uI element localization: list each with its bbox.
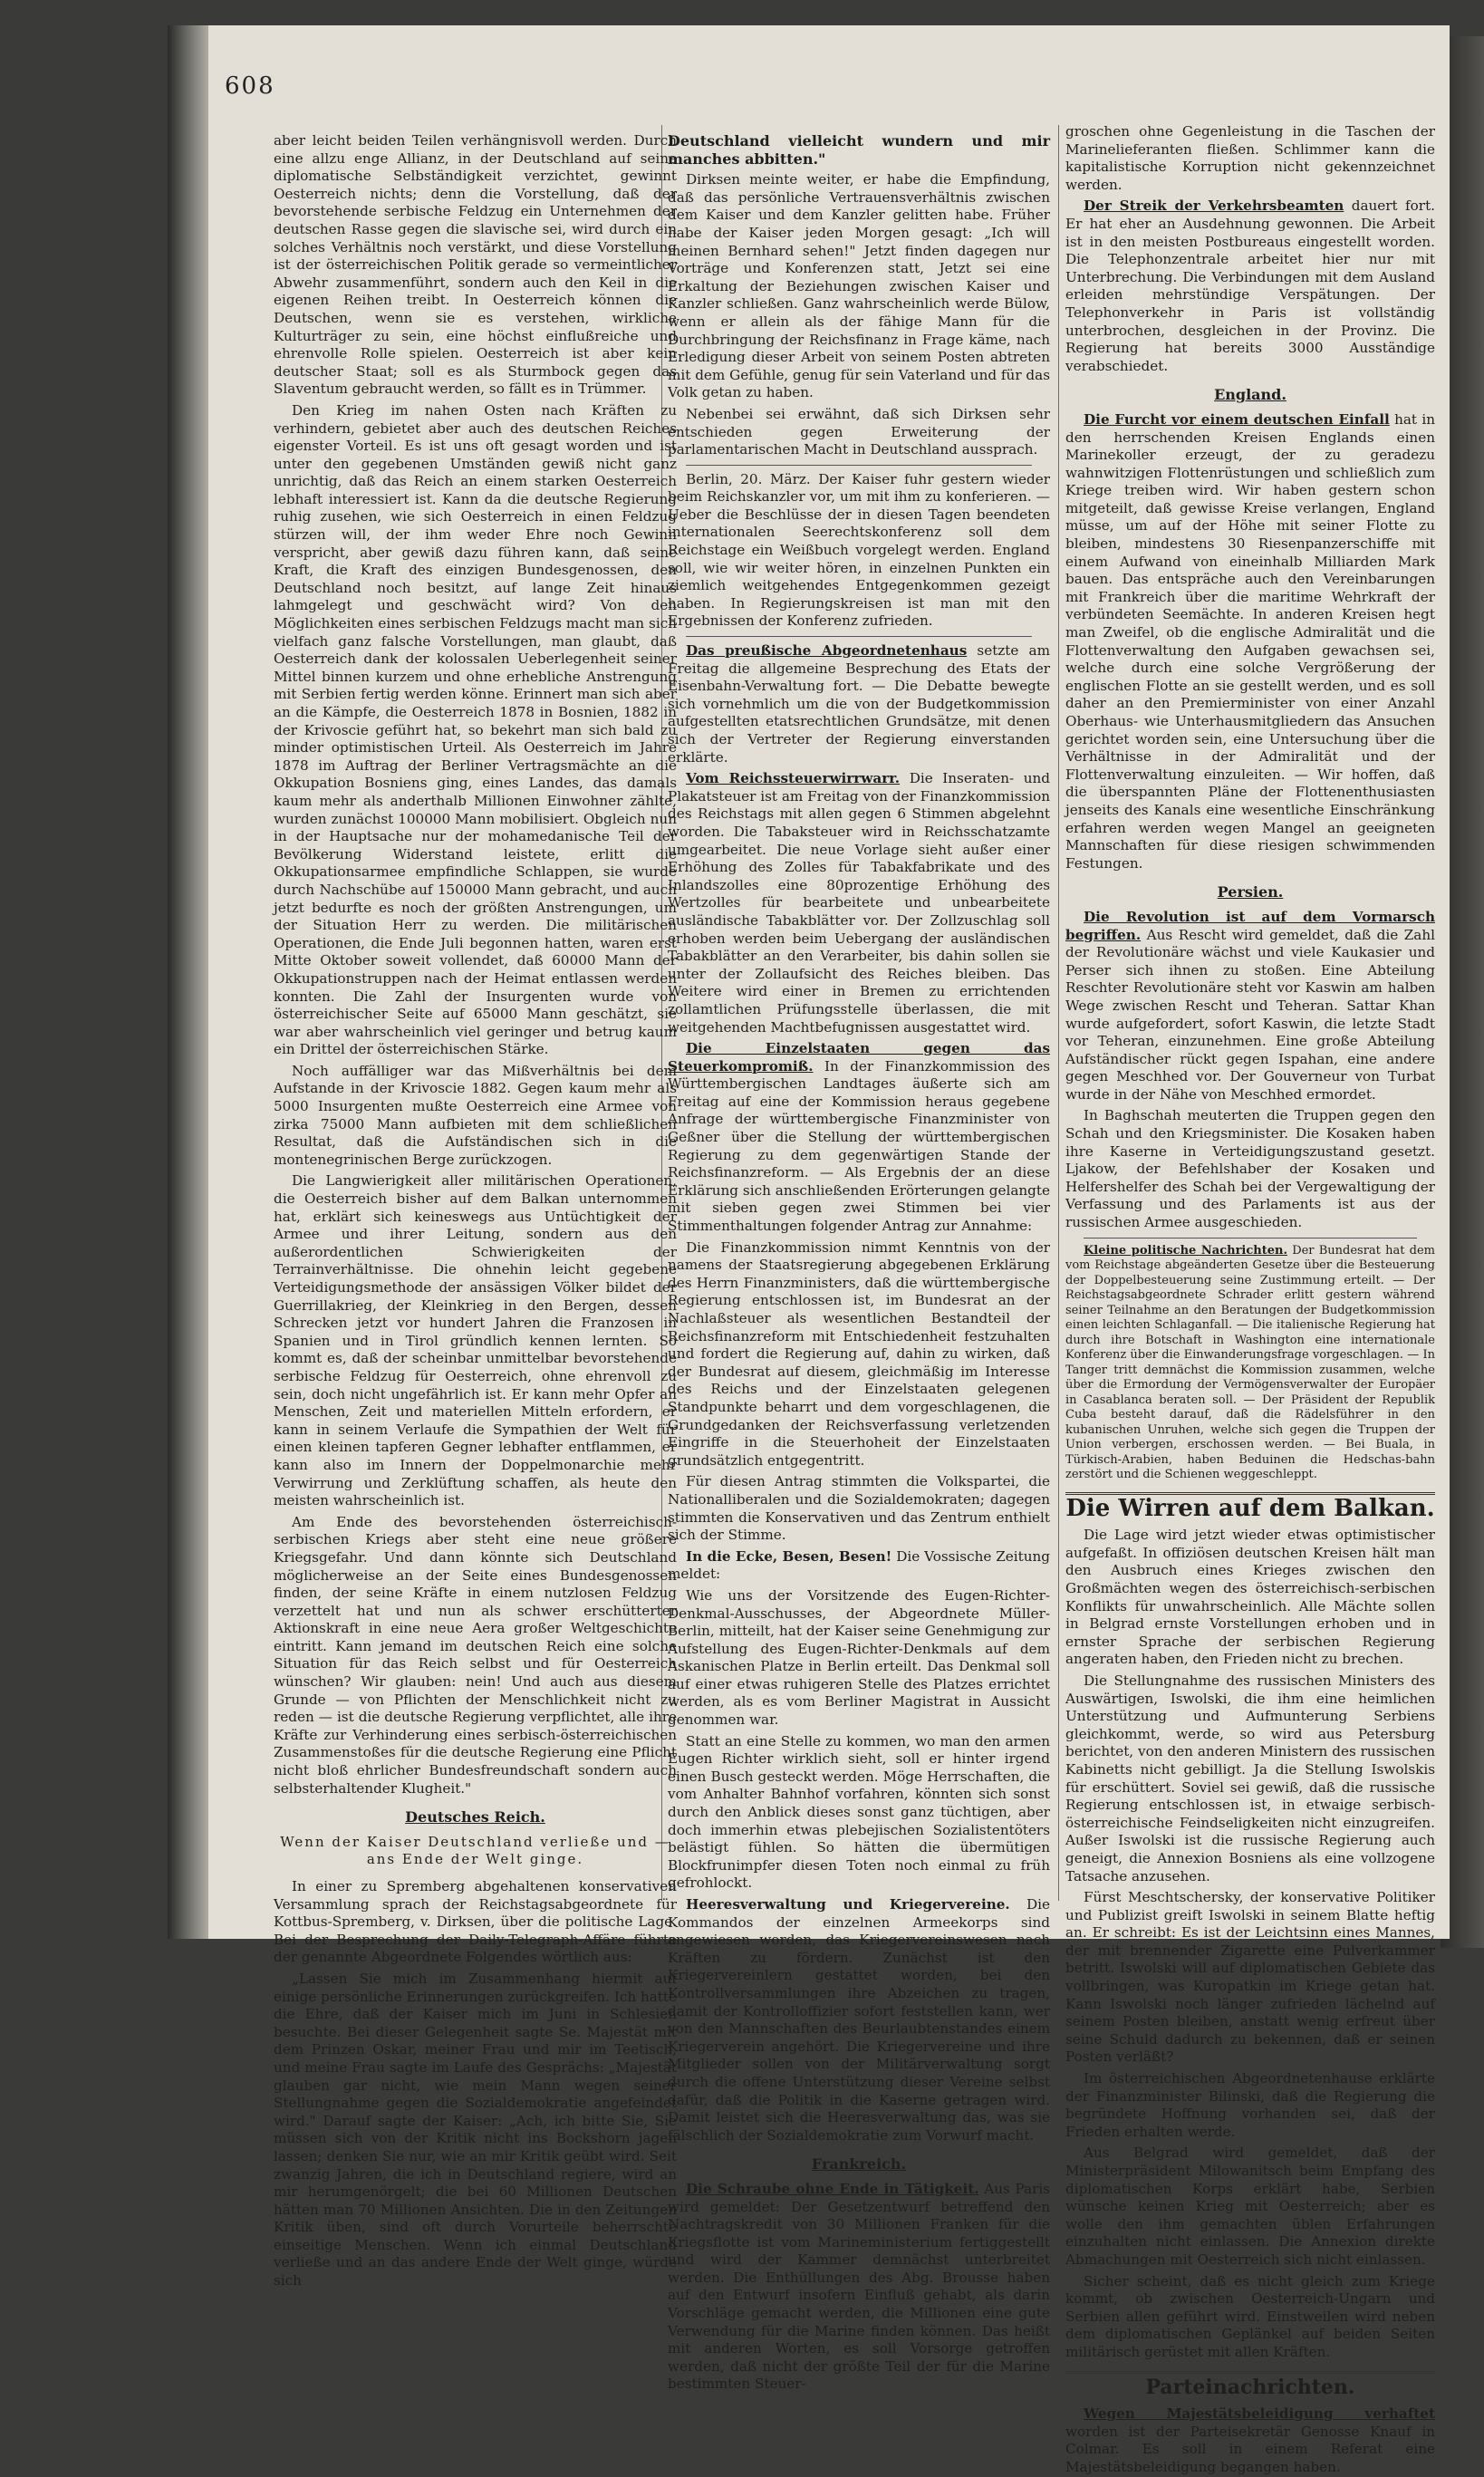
article-heading: Der Streik der Verkehrsbeamten [1084,198,1344,215]
paragraph: In der Finanzkommission des Württembergischen Landtages äußerte sich am Freitag auf eine der Kommission heraus gegebene Anfrage der württembergische Finanzminister von Geßner über die Stellung der württembergischen Regierung zu dem gegenwärtigen Stande der Reichsfinanzreform. — Als Ergebnis der an diese Erklärung sich anschließenden Erörterungen gelangte mit sieben gegen zwei Stimmen bei vier Stimmenthaltungen folgender Antrag zur Annahme: [668,1057,1050,1235]
paragraph: Aus Belgrad wird gemeldet, daß der Ministerpräsident Milowanitsch beim Empfang des diplomatischen Korps erklärt habe, Serbien wünsche keinen Krieg mit Oesterreich; aber es wolle den ihm gemachten üblen Erfahrungen einzuhalten nicht einlassen. Die Annexion direkte Abmachungen mit Oesterreich sich nicht einlassen. [1065,2144,1435,2268]
paragraph: Die Finanzkommission nimmt Kenntnis von der namens der Staatsregierung abgegebenen Erklärung des Herrn Finanzministers, daß die württembergische Regierung entschlossen ist, im Bundesrat an der Nachlaßsteuer als wesentlichen Bestandteil der Reichsfinanzreform mit Entschiedenheit festzuhalten und fordert die Regierung auf, dahin zu wirken, daß der Bundesrat auf diesem, gleichmäßig im Interesse des Reichs und der Einzelstaaten gelegenen Standpunkte beharrt und dem vorgeschlagenen, die Grundgedanken der Reichsverfassung verletzenden Eingriffe in die Steuerhoheit der Einzelstaaten grundsätzlich entgegentritt. [668,1238,1050,1469]
article-heading: Heeresverwaltung und Kriegervereine. [686,1896,1010,1913]
paragraph: Wie uns der Vorsitzende des Eugen-Richter-Denkmal-Ausschusses, der Abgeordnete Müller-Berlin, mitteilt, hat der Kaiser seine Genehmigung zur Aufstellung des Eugen-Richter-Denkmals auf dem Askanischen Platze in Berlin erteilt. Das Denkmal soll auf einer etwas ruhigeren Stelle des Platzes errichtet werden, als es vom Berliner Magistrat in Aussicht genommen war. [668,1586,1050,1729]
paragraph: „Lassen Sie mich im Zusammenhang hiermit auf einige persönliche Erinnerungen zurückgreifen. Ich hatte die Ehre, daß der Kaiser mich im Juni in Schlesien besuchte. Bei dieser Gelegenheit sagte Se. Majestät mit dem Prinzen Oskar, meiner Frau und mir im Teetisch, und meine Frau sagte im Laufe des Gesprächs: „Majestät glauben gar nicht, wie mein Mann wegen seiner Stellungnahme gegen die Sozialdemokratie angefeindet wird." Darauf sagte der Kaiser: „Ach, ich bitte Sie, Sie müssen sich von der Kritik nicht ins Bockshorn jagen lassen; denken Sie nur, wie an mir Kritik geübt wird. Seit zwanzig Jahren, die ich in Deutschland regiere, wird an mir herumgenörgelt; die bei 60 Millionen Deutschen hätten man 70 Millionen Ansichten. Die in den Zeitungen Kritik üben, sind oft durch Vorurteile beherrschte einseitige Menschen. Wenn ich einmal Deutschland verließe und an das andere Ende der Welt ginge, würde sich [274,1970,677,2289]
paragraph: Die Langwierigkeit aller militärischen Operationen, die Oesterreich bisher auf dem Balkan unternommen hat, erklärt sich keineswegs aus Untüchtigkeit der Armee und ihrer Leitung, sondern aus den außerordentlichen Schwierigkeiten der Terrainverhältnisse. Die ohnehin leicht gegebene Verteidigungsmethode der ansässigen Völker bildet der Guerrillakrieg, der Kleinkrieg in den Bergen, dessen Schrecken jetzt vor hundert Jahren die Franzosen in Spanien und in Tirol gründlich kennen lernten. So kommt es, daß der scheinbar unmittelbar bevorstehende serbische Feldzug für Oesterreich, ohne ehrenvoll zu sein, doch nicht ungefährlich ist. Er kann mehr Opfer an Menschen, Zeit und materiellen Mitteln erfordern, er kann in seinem Verlaufe die Sympathien der Welt für einen kleinen tapferen Gegner lebhafter entflammen, er kann also im Innern der Doppelmonarchie mehr Verwirrung und Zerklüftung schaffen, als heute den meisten wahrscheinlich ist. [274,1172,677,1509]
section-heading: Parteinachrichten. [1065,2371,1435,2397]
divider [686,636,1032,637]
paragraph: Sicher scheint, daß es nicht gleich zum Kriege kommt, ob zwischen Oesterreich-Ungarn und Serbien allen geführt wird. Einstweilen wird neben dem diplomatischen Geplänkel auf beiden Seiten militärisch gerüstet mit allen Kräften. [1065,2272,1435,2360]
article-heading: In die Ecke, Besen, Besen! [686,1547,892,1565]
paragraph: dauert fort. Er hat eher an Ausdehnung gewonnen. Die Arbeit ist in den meisten Postbureaus eingestellt worden. Die Telephonzentrale arbeitet hier nur mit Unterbrechung. Die Verbindungen mit dem Ausland erleiden mehrstündige Verspätungen. Der Telephonverkehr in Paris ist vollständig unterbrochen, desgleichen in der Provinz. Die Regierung hat bereits 3000 Ausständige verabschiedet. [1065,198,1436,374]
paragraph: Die Kommandos der einzelnen Armeekorps sind angewiesen worden, das Kriegervereinswesen nach Kräften zu fördern. Zunächst ist den Kriegervereinlern gestattet worden, bei den Kontrollversammlungen ihre Abzeichen zu tragen, damit der Kontrolloffizier sofort feststellen kann, wer von den Mannschaften des Beurlaubtenstandes einem Kriegerverein angehört. Die Kriegervereine und ihre Mitglieder sollen von der Militärverwaltung sorgt durch die offene Unterstützung dieser Vereine selbst dafür, daß die Politik in die Kaserne getragen wird. Damit leistet sich die Heeresverwaltung das, was sie fälschlich der Sozialdemokratie zum Vorwurf macht. [668,1896,1050,2144]
newspaper-page [208,25,1450,2475]
paragraph: In Baghschah meuterten die Truppen gegen den Schah und den Kriegsminister. Die Kosaken haben ihre Kaserne in Verteidigungszustand gesetzt. Ljakow, der Befehlshaber der Kosaken und Helfershelfer des Schah bei der Vergewaltigung der Verfassung und des Parlaments ist aus der russischen Armee ausgeschieden. [1065,1107,1435,1231]
paragraph: Statt an eine Stelle zu kommen, wo man den armen Eugen Richter wirklich sieht, soll er hinter irgend einen Busch gesteckt werden. Möge Herrschaften, die vom Anhalter Bahnhof vorfahren, könnten sich sonst durch den Anblick dieses sonst ganz tüchtigen, aber doch immerhin etwas plebejischen Sozialistentöters belästigt fühlen. So hätten die übermütigen Blockfrunimpfer diesen Toten noch einmal zu früh gefrohlockt. [668,1732,1050,1892]
paragraph: Im österreichischen Abgeordnetenhause erklärte der Finanzminister Bilinski, daß die Regierung die begründete Hoffnung vorhanden sei, daß der Frieden erhalten werde. [1065,2070,1435,2140]
article-heading: Die Revolution ist auf dem Vormarsch begriffen. [1065,908,1435,943]
page-number: 608 [225,72,275,100]
paragraph: Die Lage wird jetzt wieder etwas optimistischer aufgefaßt. In offiziösen deutschen Kreisen hält man den Ausbruch eines Krieges zwischen den Großmächten wegen des österreichisch-serbischen Konflikts für unwahrscheinlich. Alle Mächte sollen in Belgrad ernste Vorstellungen erhoben und in ernster Sprache der serbischen Regierung angeraten haben, den Frieden nicht zu brechen. [1065,1527,1435,1668]
paragraph: groschen ohne Gegenleistung in die Taschen der Marinelieferanten fließen. Schlimmer kann die kapitalistische Korruption nicht gekennzeichnet werden. [1065,123,1435,193]
paragraph: Die Inseraten- und Plakatsteuer ist am Freitag von der Finanzkommission des Reichstags mit allen gegen 6 Stimmen abgelehnt worden. Die Tabaksteuer wird in Reichsschatzamte umgearbeitet. Die neue Vorlage sieht außer einer Erhöhung des Zolles für Tabakfabrikate und des Inlandszolles eine 80prozentige Erhöhung des Wertzolles für bearbeitete und unbearbeitete ausländische Tabakblätter vor. Der Zollzuschlag soll erhoben werden beim Uebergang der ausländischen Tabakblätter an den Verarbeiter, bis dahin sollen sie unter der Zollaufsicht des Reiches bleiben. Das Weitere wird einer in Bremen zu errichtenden zollamtlichen Prüfungsstelle überlassen, die mit weitgehenden Machtbefugnissen ausgestattet wird. [668,770,1051,1036]
paragraph: Deutschland vielleicht wundern und mir manches abbitten." [668,132,1050,168]
section-heading: Deutsches Reich. [405,1808,545,1826]
paragraph: Für diesen Antrag stimmten die Volkspartei, die Nationalliberalen und die Sozialdemokraten; dagegen stimmten die Konservativen und das Zentrum enthielt sich der Stimme. [668,1473,1050,1544]
article-heading: Die Einzelstaaten gegen das Steuerkompromiß. [668,1040,1050,1075]
article-heading: Die Schraube ohne Ende in Tätigkeit. [686,2180,979,2197]
section-heading: Persien. [1217,883,1284,901]
paragraph: setzte am Freitag die allgemeine Besprechung des Etats der Eisenbahn-Verwaltung fort. — Die Debatte bewegte sich vornehmlich um die von der Budgetkommission aufgestellten etatsrechtlichen Grundsätze, mit denen sich der Vertreter der Regierung einverstanden erklärte. [668,642,1051,766]
paragraph: Die Stellungnahme des russischen Ministers des Auswärtigen, Iswolski, die ihm eine heimlichen Unterstützung und Aufmunterung Serbiens gleichkommt, werde, so wird aus Petersburg berichtet, von den anderen Ministern des russischen Kabinetts nicht gebilligt. Ja die Stellung Iswolskis für erschüttert. Soviel sei gewiß, daß die russische Regierung entschlossen ist, in etwaige serbisch-österreichische Feindseligkeiten nicht einzugreifen. Außer Iswolski ist die russische Regierung auch geneigt, die Annexion Bosniens als eine vollzogene Tatsache anzusehen. [1065,1672,1435,1884]
paragraph: Aus Rescht wird gemeldet, daß die Zahl der Revolutionäre wächst und viele Kaukasier und Perser sich ihnen zu stoßen. Eine Abteilung Reschter Revolutionäre steht vor Kaswin am halben Wege zwischen Rescht und Teheran. Sattar Khan wurde aufgefordert, sofort Kaswin, die letzte Stadt vor Teheran, einzunehmen. Eine große Abteilung Aufständischer rückt gegen Ispahan, eine andere gegen Meschhed vor. Der Gouverneur von Turbat wurde in der Nähe von Meschhed ermordet. [1065,926,1436,1103]
section-heading: England. [1214,386,1286,404]
section-heading: Die Wirren auf dem Balkan. [1065,1492,1435,1518]
paragraph: Dirksen meinte weiter, er habe die Empfindung, daß das persönliche Vertrauensverhältnis zwischen dem Kaiser und dem Kanzler gelitten habe. Früher habe der Kaiser jeden Morgen gesagt: „Ich will meinen Bernhard sehen!" Jetzt finden dagegen nur Vorträge und Konferenzen statt, Jetzt sei eine Erkaltung der Beziehungen zwischen Kaiser und Kanzler schließen. Ganz wahrscheinlich werde Bülow, wenn er allein als der fähige Mann für die Durchbringung der Reichsfinanz in Frage käme, nach Erledigung dieser Arbeit von seinem Posten abtreten mit dem Gefühle, genug für sein Vaterland und für das Volk getan zu haben. [668,171,1050,401]
paragraph: Berlin, 20. März. Der Kaiser fuhr gestern wieder beim Reichskanzler vor, um mit ihm zu konferieren. — Ueber die Beschlüsse der in diesen Tagen beendeten internationalen Seerechtskonferenz soll dem Reichstage ein Weißbuch vorgelegt werden. England soll, wie wir weiter hören, in einzelnen Punkten ein ziemlich weitgehendes Entgegenkommen gezeigt haben. In Regierungskreisen ist man mit den Ergebnissen der Konferenz zufrieden. [668,470,1050,630]
paragraph: Noch auffälliger war das Mißverhältnis bei dem Aufstande in der Krivoscie 1882. Gegen kaum mehr als 5000 Insurgenten mußte Oesterreich eine Armee von zirka 75000 Mann aufbieten mit dem schließlichen Resultat, daß die Aufständischen sich in die montenegrinischen Berge zurückzogen. [274,1062,677,1168]
article-subheading: Wenn der Kaiser Deutschland verließe und — ans Ende der Welt ginge. [280,1833,670,1868]
paragraph: Den Krieg im nahen Osten nach Kräften zu verhindern, gebietet aber auch des deutschen Reiches eigenster Vorteil. Es ist uns oft gesagt worden und ist unter den gegebenen Umständen gewiß nicht ganz unrichtig, daß das Reich an einem starken Oesterreich lebhaft interessiert ist. Kann da die deutsche Regierung ruhig zusehen, wie sich Oesterreich in einen Feldzug stürzen will, der ihm weder Ehre noch Gewinn verspricht, aber gewiß dazu führen kann, daß seine Kraft, die Kraft des einzigen Bundesgenossen, den Deutschland noch besitzt, auf lange Zeit hinaus lahmgelegt und geschwächt wird? Von den Möglichkeiten eines serbischen Feldzugs macht man sich vielfach ganz falsche Vorstellungen, man glaubt, daß Oesterreich dank der kolossalen Ueberlegenheit seiner Mittel binnen kurzem und ohne erhebliche Anstrengung mit Serbien fertig werden könne. Erinnert man sich aber an die Kämpfe, die Oesterreich 1878 in Bosnien, 1882 in der Krivoscie geführt hat, so bekehrt man sich bald zu minder optimistischen Urteil. Als Oesterreich im Jahre 1878 im Auftrag der Berliner Vertragsmächte an die Okkupation Bosniens ging, eines Landes, das damals kaum mehr als anderthalb Millionen Einwohner zählte, wurden zunächst 100000 Mann mobilisiert. Obgleich nun in der Hauptsache nur der mohamedanische Teil der Bevölkerung Widerstand leistete, erlitt die Okkupationsarmee empfindliche Schlappen, sie wurde durch Nachschübe auf 150000 Mann gebracht, und auch jetzt bedurfte es noch der größten Anstrengungen, um der Situation Herr zu werden. Die militärischen Operationen, die Ende Juli begonnen hatten, waren erst Mitte Oktober soweit vollendet, daß 60000 Mann der Okkupationstruppen nach der Heimat entlassen werden konnten. Die Zahl der Insurgenten wurde von österreichischer Seite auf 65000 Mann geschätzt, sie war aber wahrscheinlich viel geringer und betrug kaum ein Drittel der österreichischen Stärke. [274,401,677,1058]
paragraph: Aus Paris wird gemeldet: Der Gesetzentwurf betreffend den Nachtragskredit von 30 Millionen Franken für die Kriegsflotte ist vom Marineministerium fertiggestellt und wird der Kammer demnächst unterbreitet werden. Die Enthüllungen des Abg. Brousse haben auf den Entwurf insofern Einfluß gehabt, als darin Vorschläge gemacht werden, die Millionen eine gute Verwendung für die Marine finden können. Das heißt mit anderen Worten, es soll Vorsorge getroffen werden, daß nicht der größte Teil der für die Marine bestimmten Steuer- [668,2180,1051,2393]
article-heading: Vom Reichssteuerwirrwarr. [686,770,901,787]
paragraph: Am Ende des bevorstehenden österreichisch-serbischen Kriegs aber steht eine neue größere Kriegsgefahr. Und dann könnte sich Deutschland möglicherweise an der Seite eines Bundesgenossen finden, der seine Kräfte in einem nutzlosen Feldzug verzettelt hat und nun als schwer erschütterter Aktionskraft in eine neue Aera großer Weltgeschichte eintritt. Kann jemand im deutschen Reich eine solche Situation für das Reich selbst und für Oesterreich wünschen? Wir glauben: nein! Und auch aus diesem Grunde — von Pflichten der Menschlichkeit nicht zu reden — ist die deutsche Regierung verpflichtet, alle ihre Kräfte zur Verhinderung eines serbisch-österreichischen Zusammenstoßes für die deutsche Regierung eine Pflicht nicht bloß ehrlicher Bundesfreundschaft sondern auch selbsterhaltender Klugheit." [274,1513,677,1797]
article-heading: Wegen Majestätsbeleidigung verhaftet [1084,2405,1435,2423]
divider [686,465,1032,466]
column-1 [274,132,677,2289]
paragraph: worden ist der Parteisekretär Genosse Knauf in Colmar. Es soll in einem Referat eine Majestätsbeleidigung begangen haben. [1065,2423,1435,2475]
paragraph: Die Vossische Zeitung meldet: [668,1547,1051,1583]
paragraph: Der Bundesrat hat dem vom Reichstage abgeänderten Gesetze über die Besteuerung der Doppelbesteuerung seine Zustimmung erteilt. — Der Reichstagsabgeordnete Schrader erlitt gestern während seiner Teilnahme an den Beratungen der Budgetkommission einen leichten Schlaganfall. — Die italienische Regierung hat durch ihre Botschaft in Washington eine internationale Konferenz über die Einwanderungsfrage vorgeschlagen. — In Tanger tritt demnächst die Kommission zusammen, welche über die Ermordung der Vermögensverwalter der Europäer in Casablanca beraten soll. — Der Präsident der Republik Cuba besteht darauf, daß die Rädelsführer in den kubanischen Unruhen, welche sich gegen die Truppen der Union verbergen, erschossen werden. — Bei Buala, in Türkisch-Arabien, haben Beduinen die Hedschas-bahn zerstört und die Schienen weggeschleppt. [1065,1243,1435,1482]
paragraph: Fürst Meschtschersky, der konservative Politiker und Publizist greift Iswolski in seinem Blatte heftig an. Er schreibt: Es ist der Leichtsinn eines Mannes, der mit brennender Zigarette eine Pulverkammer betritt. Iswolski will auf diplomatischen Gebiete das vollbringen, was Kuropatkin im Kriege getan hat. Kann Iswolski noch länger zufrieden lächelnd auf seinem Posten bleiben, anstatt wenig erfreut über seine Schuld dadurch zu bekennen, daß er seinen Posten verläßt? [1065,1889,1435,2066]
article-heading: Die Furcht vor einem deutschen Einfall [1084,410,1390,428]
article-heading: Das preußische Abgeordnetenhaus [686,642,968,660]
column-rule [1058,125,1059,1901]
article-heading: Kleine politische Nachrichten. [1084,1243,1287,1258]
column-3 [1065,123,1436,2475]
column-2 [668,132,1051,2393]
paragraph: aber leicht beiden Teilen verhängnisvoll werden. Durch eine allzu enge Allianz, in der Deutschland auf seine diplomatische Selbständigkeit verzichtet, gewinnt Oesterreich nichts; denn die Vorstellung, daß der bevorstehende serbische Feldzug ein Unternehmen der deutschen Rasse gegen die slavische sei, wird durch ein solches Verhältnis noch verstärkt, und diese Vorstellung ist der österreichischen Politik gerade so vermeintlicher Abwehr zusammenführt, sondern auch den Keil in die eigenen Reihen treibt. In Oesterreich können die Deutschen, wenn sie es verstehen, wirkliche Kulturträger zu sein, eine höchst einflußreiche und ehrenvolle Rolle spielen. Oesterreich ist aber kein deutscher Staat; soll es als Sturmbock gegen das Slaventum gebraucht werden, so fällt es in Trümmer. [274,132,677,398]
paragraph: In einer zu Spremberg abgehaltenen konservativen Versammlung sprach der Reichstagsabgeordnete für Kottbus-Spremberg, v. Dirksen, über die politische Lage. Bei der Besprechung der Daily-Telegraph-Affäre führte der genannte Abgeordnete Folgendes wörtlich aus: [274,1878,677,1966]
section-heading: Frankreich. [811,2155,907,2173]
paragraph: hat in den herrschenden Kreisen Englands einen Marinekoller erzeugt, der zu geradezu wahnwitzigen Flottenrüstungen und schließlich zum Kriege treiben wird. Wir haben gestern schon mitgeteilt, daß gewisse Kreise verlangen, England müsse, um auf der Höhe mit seiner Flotte zu bleiben, mindestens 30 Riesenpanzerschiffe mit einem Aufwand von eineinhalb Milliarden Mark bauen. Das entspräche auch den Vereinbarungen mit Frankreich über die maritime Wehrkraft der verbündeten Seemächte. In anderen Kreisen hegt man Zweifel, ob die englische Admiralität und die Flottenverwaltung den Aufgaben gewachsen sei, welche durch eine solche Vergrößerung der englischen Flotte an sie gestellt werden, und es soll daher an den Premierminister von einer Anzahl Oberhaus- wie Unterhausmitgliedern das Ansuchen gerichtet worden sein, eine Untersuchung über die Verhältnisse in der Admiralität und der Flottenverwaltung einzuleiten. — Wir hoffen, daß die überspannten Pläne der Flottenenthusiasten jenseits des Kanals eine wesentliche Einschränkung erfahren werden wegen Mangel an geeigneten Mannschaften für diese riesigen schwimmenden Festungen. [1065,410,1435,872]
paragraph: Nebenbei sei erwähnt, daß sich Dirksen sehr entschieden gegen Erweiterung der parlamentarischen Macht in Deutschland aussprach. [668,405,1050,458]
